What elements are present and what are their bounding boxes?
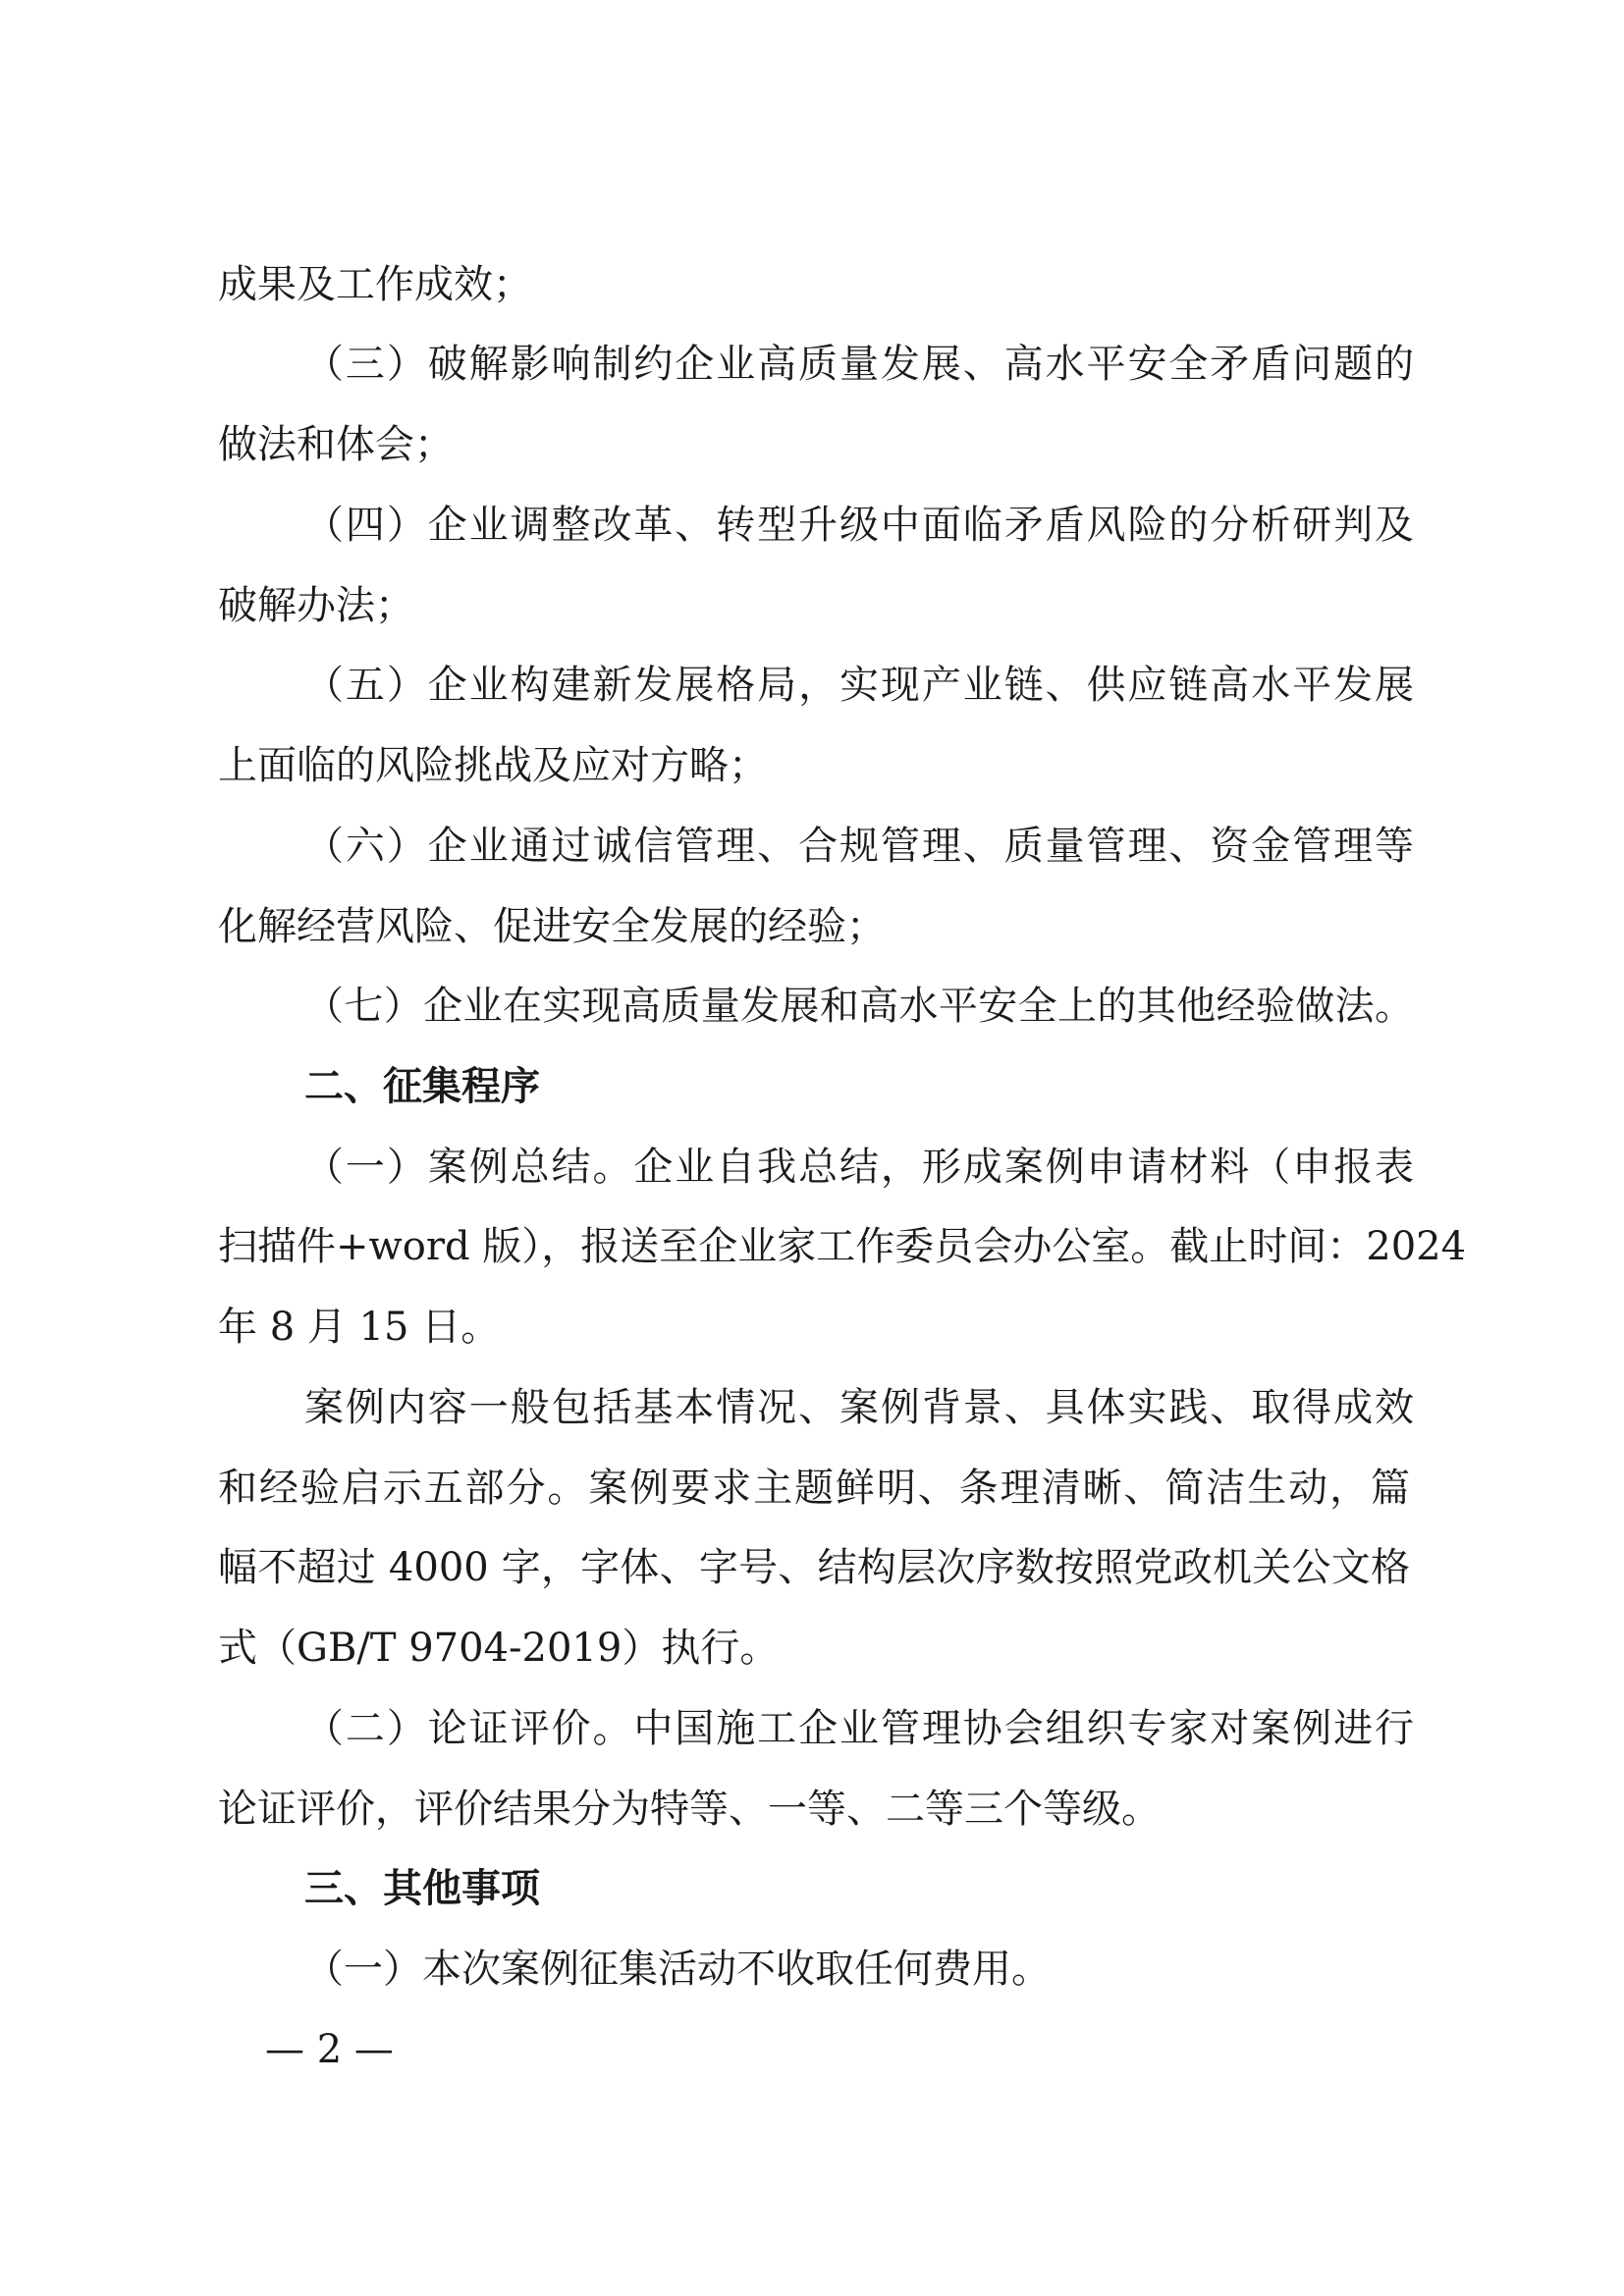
text-line: （一）案例总结。企业自我总结，形成案例申请材料（申报表 <box>304 1145 1414 1190</box>
text-line: （一）本次案例征集活动不收取任何费用。 <box>304 1947 1051 1992</box>
text-line: （六）企业通过诚信管理、合规管理、质量管理、资金管理等 <box>304 824 1414 869</box>
text-line: 论证评价，评价结果分为特等、一等、二等三个等级。 <box>218 1787 1161 1832</box>
text-line: 破解办法； <box>218 583 414 628</box>
section-heading: 三、其他事项 <box>304 1865 540 1911</box>
text-line: 做法和体会； <box>218 422 454 467</box>
text-line: 案例内容一般包括基本情况、案例背景、具体实践、取得成效 <box>304 1385 1414 1430</box>
text-line: 幅不超过 4000 字，字体、字号、结构层次序数按照党政机关公文格 <box>218 1545 1410 1590</box>
text-line: （四）企业调整改革、转型升级中面临矛盾风险的分析研判及 <box>304 503 1414 548</box>
text-line: 上面临的风险挑战及应对方略； <box>218 743 768 788</box>
text-line: 扫描件+word 版），报送至企业家工作委员会办公室。截止时间：2024 <box>218 1224 1467 1269</box>
text-line: 和经验启示五部分。案例要求主题鲜明、条理清晰、简洁生动，篇 <box>218 1466 1410 1511</box>
text-line: 年 8 月 15 日。 <box>218 1305 501 1350</box>
section-heading: 二、征集程序 <box>304 1063 540 1109</box>
text-line: 成果及工作成效； <box>218 262 532 307</box>
page-number: — 2 — <box>265 2027 394 2072</box>
text-line: 化解经营风险、促进安全发展的经验； <box>218 904 886 949</box>
text-line: 式（GB/T 9704-2019）执行。 <box>218 1626 780 1671</box>
text-line: （二）论证评价。中国施工企业管理协会组织专家对案例进行 <box>304 1706 1414 1751</box>
text-line: （七）企业在实现高质量发展和高水平安全上的其他经验做法。 <box>304 984 1414 1029</box>
text-line: （三）破解影响制约企业高质量发展、高水平安全矛盾问题的 <box>304 342 1414 387</box>
text-line: （五）企业构建新发展格局，实现产业链、供应链高水平发展 <box>304 663 1414 708</box>
